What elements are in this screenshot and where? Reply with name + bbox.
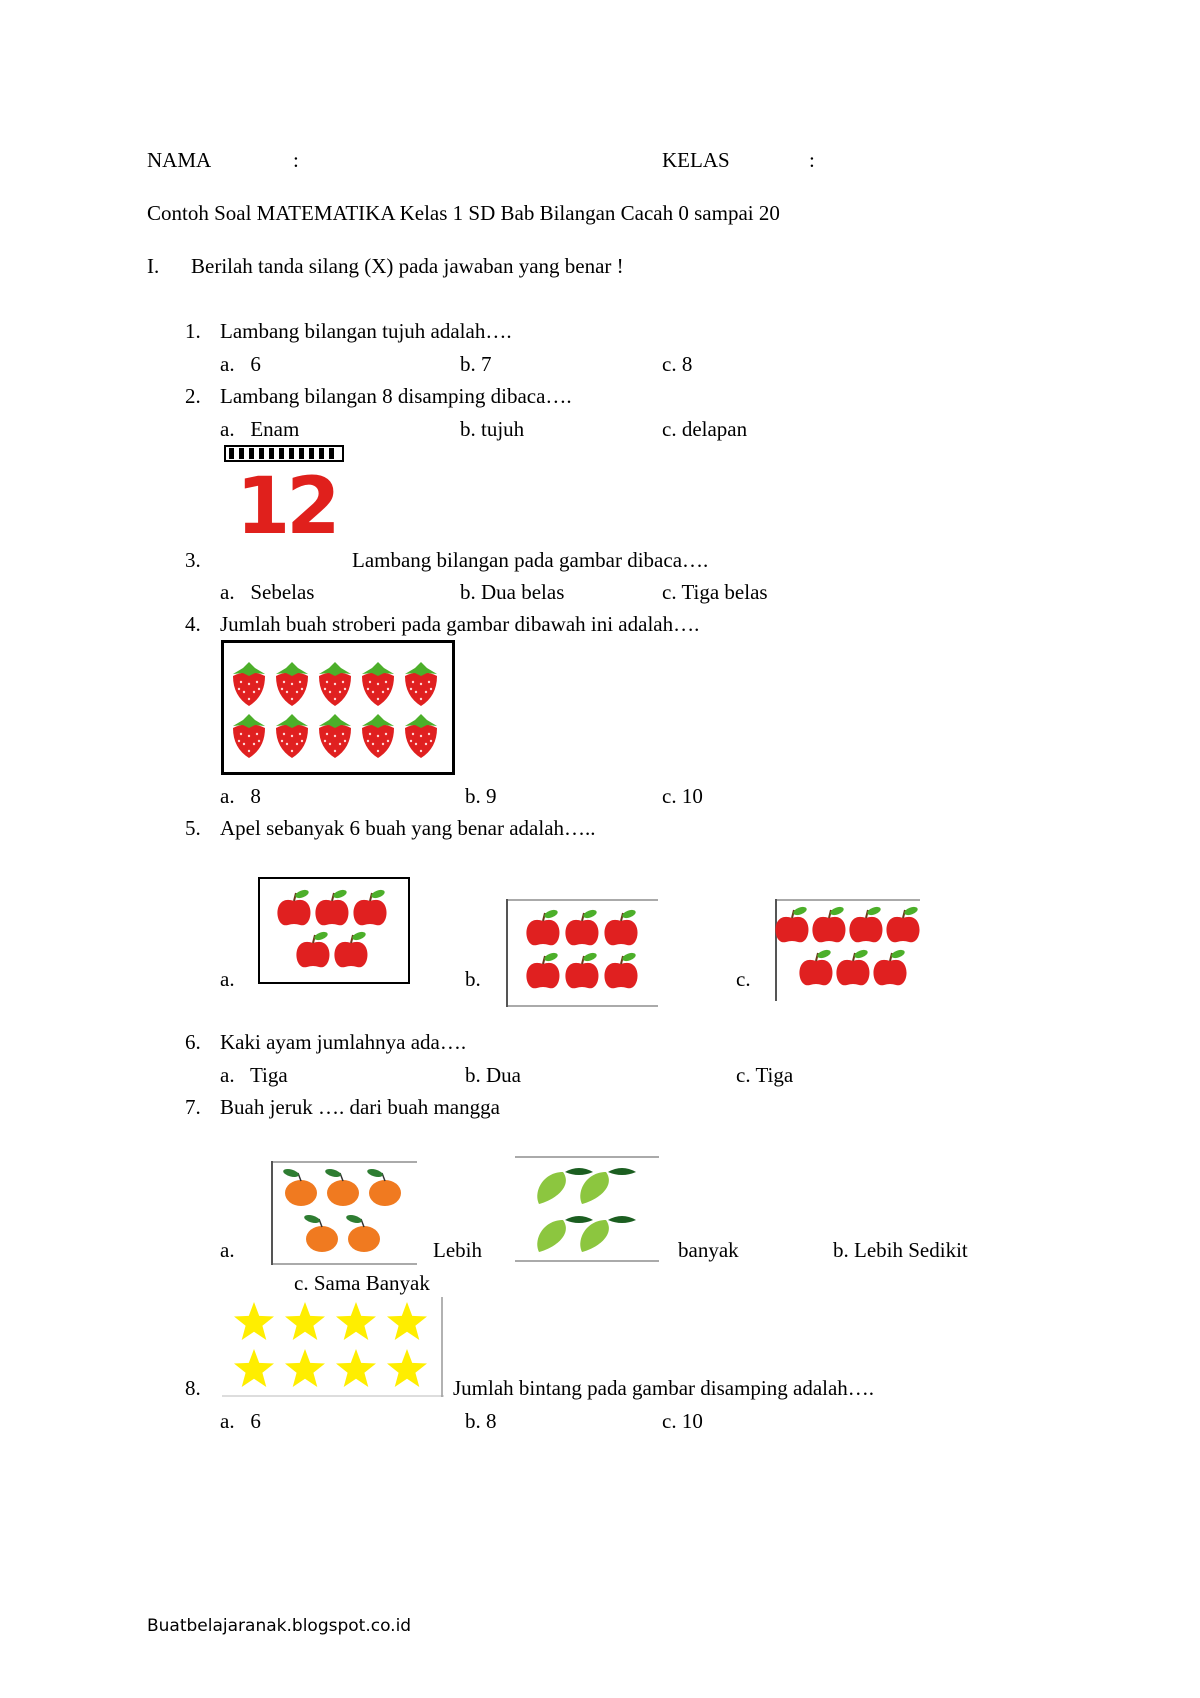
footer-url: Buatbelajaranak.blogspot.co.id: [147, 1616, 412, 1636]
nama-colon: :: [293, 148, 299, 172]
orange-icon: [366, 1168, 401, 1206]
option-a[interactable]: a. 6: [220, 352, 261, 376]
star-icon: [285, 1302, 325, 1340]
option-b[interactable]: b. 7: [460, 352, 492, 376]
apple-icon: [849, 905, 882, 942]
apple-icon: [812, 905, 845, 942]
option-c[interactable]: c.: [736, 967, 751, 991]
option-b[interactable]: b. Dua belas: [460, 580, 565, 604]
orange-box: [271, 1161, 417, 1265]
apple-box-b[interactable]: [506, 899, 658, 1007]
option-c[interactable]: c. 10: [662, 1409, 703, 1433]
option-b[interactable]: b. tujuh: [460, 417, 525, 441]
star-icon: [387, 1302, 427, 1340]
apple-icon: [604, 908, 637, 945]
option-a[interactable]: a. Sebelas: [220, 580, 315, 604]
question-text: Jumlah bintang pada gambar disamping adalah….: [453, 1376, 875, 1400]
question-text: Apel sebanyak 6 buah yang benar adalah…..: [220, 816, 596, 840]
option-b[interactable]: b.: [465, 967, 481, 991]
question-number: 7.: [185, 1095, 201, 1119]
mango-box: [515, 1156, 659, 1262]
star-icon: [285, 1349, 325, 1387]
nama-label: NAMA: [147, 148, 212, 172]
option-c[interactable]: c. delapan: [662, 417, 748, 441]
apple-icon: [836, 948, 869, 985]
star-icon: [336, 1302, 376, 1340]
question-text: Kaki ayam jumlahnya ada….: [220, 1030, 467, 1054]
star-icon: [336, 1349, 376, 1387]
orange-icon: [345, 1214, 380, 1252]
question-text: Lambang bilangan pada gambar dibaca….: [352, 548, 709, 572]
orange-icon: [303, 1214, 338, 1252]
option-c[interactable]: c. Sama Banyak: [294, 1271, 430, 1295]
option-a-word-banyak[interactable]: banyak: [678, 1238, 739, 1262]
worksheet-title: Contoh Soal MATEMATIKA Kelas 1 SD Bab Bilangan Cacah 0 sampai 20: [147, 201, 780, 225]
tally-bar-image: [225, 444, 345, 464]
apple-icon: [565, 951, 598, 988]
kelas-label: KELAS: [662, 148, 730, 172]
question-number: 4.: [185, 612, 201, 636]
apple-box-c[interactable]: [775, 899, 920, 1001]
apple-icon: [526, 908, 559, 945]
apple-icon: [873, 948, 906, 985]
question-number: 2.: [185, 384, 201, 408]
apple-icon: [886, 905, 919, 942]
star-icon: [387, 1349, 427, 1387]
option-a-word-lebih[interactable]: Lebih: [433, 1238, 482, 1262]
question-number: 6.: [185, 1030, 201, 1054]
option-a[interactable]: a. Enam: [220, 417, 300, 441]
apple-box-a[interactable]: [258, 877, 410, 984]
number-12-image: 12: [236, 462, 337, 552]
apple-icon: [565, 908, 598, 945]
section-instruction: Berilah tanda silang (X) pada jawaban yang benar !: [191, 254, 624, 278]
question-text: Lambang bilangan 8 disamping dibaca….: [220, 384, 572, 408]
option-a[interactable]: a. 6: [220, 1409, 261, 1433]
option-b[interactable]: b. 9: [465, 784, 497, 808]
question-number: 8.: [185, 1376, 201, 1400]
star-icon: [234, 1302, 274, 1340]
question-text: Jumlah buah stroberi pada gambar dibawah ini adalah….: [220, 612, 700, 636]
option-a[interactable]: a. Tiga: [220, 1063, 288, 1087]
option-a[interactable]: a.: [220, 1238, 235, 1262]
question-text: Lambang bilangan tujuh adalah….: [220, 319, 512, 343]
option-c[interactable]: c. 8: [662, 352, 693, 376]
option-b[interactable]: b. Dua: [465, 1063, 521, 1087]
apple-icon: [775, 905, 808, 942]
apple-icon: [799, 948, 832, 985]
option-b[interactable]: b. Lebih Sedikit: [833, 1238, 968, 1262]
apple-icon: [604, 951, 637, 988]
option-c[interactable]: c. Tiga: [736, 1063, 794, 1087]
option-c[interactable]: c. 10: [662, 784, 703, 808]
kelas-colon: :: [809, 148, 815, 172]
section-number: I.: [147, 254, 160, 278]
apple-icon: [526, 951, 559, 988]
question-number: 1.: [185, 319, 201, 343]
strawberry-box: [221, 640, 455, 775]
question-text: Buah jeruk …. dari buah mangga: [220, 1095, 500, 1119]
star-icon: [234, 1349, 274, 1387]
star-box: [222, 1297, 444, 1397]
option-a[interactable]: a. 8: [220, 784, 261, 808]
option-a[interactable]: a.: [220, 967, 235, 991]
question-number: 3.: [185, 548, 201, 572]
orange-icon: [324, 1168, 359, 1206]
question-number: 5.: [185, 816, 201, 840]
option-b[interactable]: b. 8: [465, 1409, 497, 1433]
option-c[interactable]: c. Tiga belas: [662, 580, 768, 604]
orange-icon: [282, 1168, 317, 1206]
